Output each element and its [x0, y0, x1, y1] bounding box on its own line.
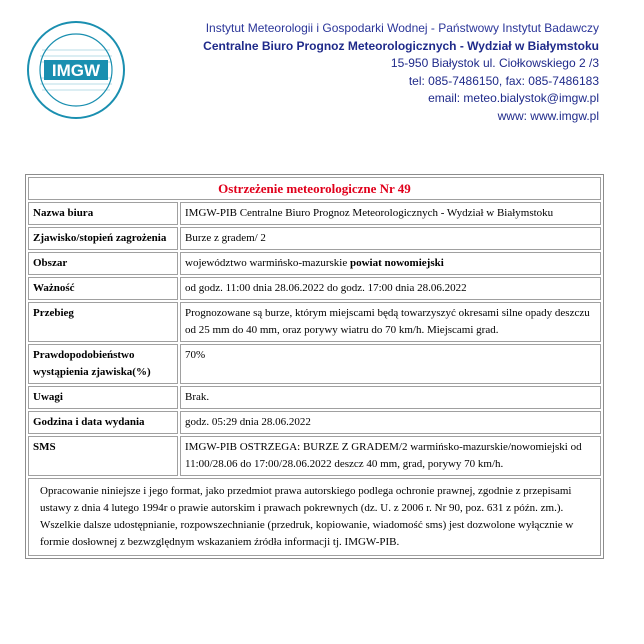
bureau-name: Centralne Biuro Prognoz Meteorologicznych - Wydział w Białymstoku [203, 38, 599, 53]
row-value [180, 252, 601, 275]
copyright-footer [28, 478, 601, 556]
phone-fax: tel: 085-7486150, fax: 085-7486183 [408, 73, 599, 88]
warning-table [26, 175, 603, 478]
row-label: Godzina i data wydania [28, 411, 178, 434]
logo-text: IMGW [51, 61, 101, 80]
imgw-logo [26, 20, 126, 120]
row-label: Ważność [28, 277, 178, 300]
row-label: Nazwa biura [28, 202, 178, 225]
row-value: Burze z gradem/ 2 [180, 227, 601, 250]
table-row [28, 252, 601, 275]
row-label: Przebieg [28, 302, 178, 342]
table-row [28, 436, 601, 476]
area-county: powiat nowomiejski [349, 257, 444, 269]
table-row [28, 202, 601, 225]
row-value: Prognozowane są burze, którym miejscami będą towarzyszyć okresami silne opady deszczu od 25 mm do 40 mm, oraz porywy wiatru do 70 km/h. Miejscami grad. [180, 302, 601, 342]
institute-header [203, 20, 599, 125]
row-value: Brak. [180, 386, 601, 409]
institute-name: Instytut Meteorologii i Gospodarki Wodnej - Państwowy Instytut Badawczy [205, 21, 599, 35]
row-value: 70% [180, 344, 601, 384]
row-label: Zjawisko/stopień zagrożenia [28, 227, 178, 250]
row-label: Uwagi [28, 386, 178, 409]
row-value: IMGW-PIB OSTRZEGA: BURZE Z GRADEM/2 warmińsko-mazurskie/nowomiejski od 11:00/28.06 do 17:00/28.06.2022 deszcz 40 mm, grad, porywy 70 km/h. [180, 436, 601, 476]
copyright-notice: Opracowanie niniejsze i jego format, jako przedmiot prawa autorskiego podlega ochronie prawnej, zgodnie z przepisami ustawy z dnia 4 lutego 1994r o prawie autorskim i prawach pokrewnych (dz. U. z 2006 r. Nr 90, poz. 631 z późn. zm.). [40, 485, 572, 514]
row-value: od godz. 11:00 dnia 28.06.2022 do godz. 17:00 dnia 28.06.2022 [180, 277, 601, 300]
row-label: Prawdopodobieństwo wystąpienia zjawiska(%) [28, 344, 178, 384]
row-label: SMS [28, 436, 178, 476]
table-row [28, 386, 601, 409]
distribution-notice: Wszelkie dalsze udostępnianie, rozpowszechnianie (przedruk, kopiowanie, wiadomość sms) jest dozwolone wyłącznie w formie dosłownej z bezwzględnym wskazaniem źródła informacji tj. IMGW-PIB. [40, 519, 574, 548]
address: 15-950 Białystok ul. Ciołkowskiego 2 /3 [390, 56, 599, 70]
table-row [28, 411, 601, 434]
row-label: Obszar [28, 252, 178, 275]
email[interactable]: email: meteo.bialystok@imgw.pl [428, 91, 599, 105]
website[interactable]: www: www.imgw.pl [497, 108, 599, 123]
table-row [28, 302, 601, 342]
row-value: godz. 05:29 dnia 28.06.2022 [180, 411, 601, 434]
table-row [28, 277, 601, 300]
row-value: IMGW-PIB Centralne Biuro Prognoz Meteorologicznych - Wydział w Białymstoku [180, 202, 601, 225]
warning-document [25, 174, 604, 559]
table-row [28, 227, 601, 250]
area-region: województwo warmińsko-mazurskie [185, 257, 350, 269]
warning-title: Ostrzeżenie meteorologiczne Nr 49 [28, 177, 601, 200]
table-row [28, 344, 601, 384]
